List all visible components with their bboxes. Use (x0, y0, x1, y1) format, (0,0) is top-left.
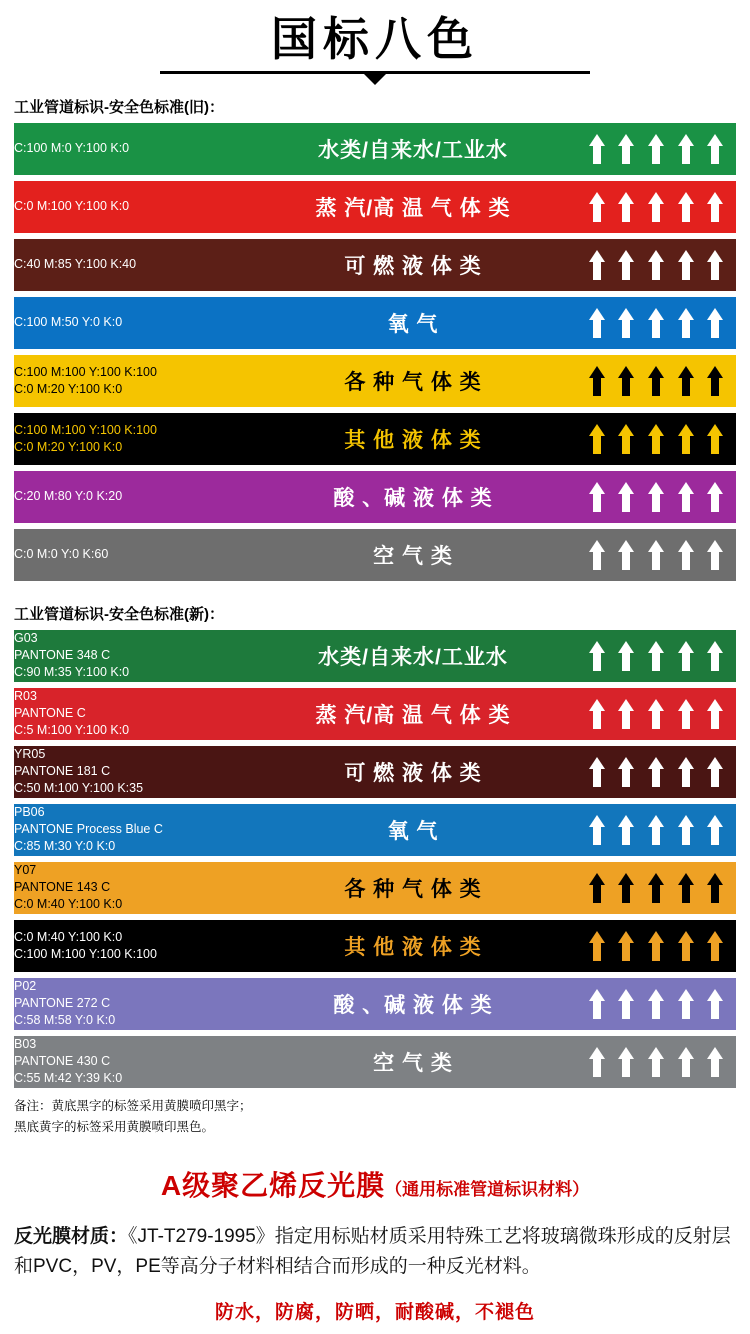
up-arrow-icon (707, 699, 723, 729)
up-arrow-icon (648, 815, 664, 845)
arrow-strip (576, 482, 736, 512)
up-arrow-icon (707, 482, 723, 512)
note-line-2: 黑底黄字的标签采用黄膜喷印黑色。 (14, 1119, 215, 1134)
up-arrow-icon (589, 482, 605, 512)
up-arrow-icon (618, 250, 634, 280)
table-row (14, 688, 736, 740)
color-code-line: PB06 (14, 805, 45, 820)
arrow-strip-cell (576, 239, 736, 291)
pipe-label-cell: 蒸 汽/高 温 气 体 类 (250, 181, 576, 233)
up-arrow-icon (707, 540, 723, 570)
color-code-cell (14, 529, 250, 581)
pipe-label-cell: 其 他 液 体 类 (250, 413, 576, 465)
color-code-line: C:85 M:30 Y:0 K:0 (14, 839, 116, 854)
arrow-strip (576, 1047, 736, 1077)
up-arrow-icon (648, 1047, 664, 1077)
table-row (14, 181, 736, 233)
table-row (14, 920, 736, 972)
color-code-line: P02 (14, 979, 37, 994)
arrow-strip-cell (576, 529, 736, 581)
up-arrow-icon (618, 424, 634, 454)
pipe-label-cell: 酸 、碱 液 体 类 (250, 978, 576, 1030)
up-arrow-icon (618, 366, 634, 396)
up-arrow-icon (707, 873, 723, 903)
color-code-cell (14, 920, 250, 972)
pipe-label-cell: 水类/自来水/工业水 (250, 123, 576, 175)
color-code-line: C:100 M:100 Y:100 K:100 (14, 364, 157, 379)
promo-title: A级聚乙烯反光膜 (160, 1170, 386, 1202)
color-code-line: C:0 M:40 Y:100 K:0 (14, 929, 123, 944)
color-code-line: PANTONE 348 C (14, 648, 111, 663)
pipe-label-cell: 蒸 汽/高 温 气 体 类 (250, 688, 576, 740)
up-arrow-icon (678, 134, 694, 164)
up-arrow-icon (707, 308, 723, 338)
up-arrow-icon (678, 641, 694, 671)
color-code-cell (14, 746, 250, 798)
color-code-cell (14, 181, 250, 233)
color-code-line: C:100 M:100 Y:100 K:100 (14, 422, 157, 437)
color-code-line: C:0 M:100 Y:100 K:0 (14, 199, 130, 214)
color-code-line: R03 (14, 689, 37, 704)
color-code-line: PANTONE 430 C (14, 1054, 111, 1069)
up-arrow-icon (648, 482, 664, 512)
pipe-label-cell: 水类/自来水/工业水 (250, 630, 576, 682)
color-code-cell (14, 978, 250, 1030)
pipe-label-cell: 氧 气 (250, 297, 576, 349)
table-row (14, 804, 736, 856)
title-block (14, 0, 736, 74)
up-arrow-icon (618, 540, 634, 570)
up-arrow-icon (589, 540, 605, 570)
up-arrow-icon (648, 931, 664, 961)
up-arrow-icon (589, 424, 605, 454)
up-arrow-icon (678, 931, 694, 961)
color-code-line: C:20 M:80 Y:0 K:20 (14, 489, 123, 504)
up-arrow-icon (589, 931, 605, 961)
table-row (14, 978, 736, 1030)
up-arrow-icon (678, 366, 694, 396)
arrow-strip (576, 757, 736, 787)
arrow-strip-cell (576, 471, 736, 523)
color-code-line: C:50 M:100 Y:100 K:35 (14, 781, 144, 796)
table-row (14, 297, 736, 349)
arrow-strip-cell (576, 630, 736, 682)
arrow-strip (576, 192, 736, 222)
up-arrow-icon (678, 699, 694, 729)
arrow-strip (576, 134, 736, 164)
up-arrow-icon (648, 540, 664, 570)
up-arrow-icon (648, 757, 664, 787)
up-arrow-icon (678, 192, 694, 222)
color-code-line: C:90 M:35 Y:100 K:0 (14, 665, 130, 680)
color-code-cell (14, 804, 250, 856)
color-code-line: G03 (14, 631, 38, 646)
up-arrow-icon (707, 366, 723, 396)
note-line-1: 备注：黄底黑字的标签采用黄膜喷印黑字； (14, 1098, 252, 1113)
pipe-label-cell: 各 种 气 体 类 (250, 862, 576, 914)
page-title: 国标八色 (271, 13, 479, 65)
up-arrow-icon (589, 308, 605, 338)
up-arrow-icon (648, 250, 664, 280)
arrow-strip-cell (576, 688, 736, 740)
up-arrow-icon (707, 134, 723, 164)
table-row (14, 630, 736, 682)
up-arrow-icon (618, 1047, 634, 1077)
section-heading-new: 工业管道标识-安全色标准(新)： (14, 605, 224, 623)
up-arrow-icon (618, 482, 634, 512)
up-arrow-icon (618, 989, 634, 1019)
up-arrow-icon (589, 250, 605, 280)
up-arrow-icon (707, 931, 723, 961)
up-arrow-icon (618, 134, 634, 164)
up-arrow-icon (589, 366, 605, 396)
table-row (14, 862, 736, 914)
pipe-label-cell: 可 燃 液 体 类 (250, 746, 576, 798)
up-arrow-icon (707, 815, 723, 845)
color-code-cell (14, 239, 250, 291)
arrow-strip (576, 873, 736, 903)
up-arrow-icon (589, 134, 605, 164)
color-code-cell (14, 355, 250, 407)
up-arrow-icon (707, 989, 723, 1019)
color-code-line: PANTONE 181 C (14, 764, 111, 779)
up-arrow-icon (707, 250, 723, 280)
up-arrow-icon (618, 308, 634, 338)
color-code-line: PANTONE 272 C (14, 996, 111, 1011)
color-code-line: B03 (14, 1037, 37, 1052)
color-code-line: C:40 M:85 Y:100 K:40 (14, 257, 137, 272)
up-arrow-icon (678, 815, 694, 845)
color-code-cell (14, 688, 250, 740)
pipe-label-cell: 可 燃 液 体 类 (250, 239, 576, 291)
up-arrow-icon (678, 757, 694, 787)
promo-block (14, 1164, 736, 1324)
up-arrow-icon (678, 424, 694, 454)
up-arrow-icon (589, 641, 605, 671)
up-arrow-icon (648, 134, 664, 164)
promo-paragraph (14, 1222, 736, 1281)
arrow-strip-cell (576, 804, 736, 856)
promo-title-line (14, 1164, 736, 1204)
up-arrow-icon (589, 699, 605, 729)
up-arrow-icon (618, 815, 634, 845)
up-arrow-icon (678, 873, 694, 903)
up-arrow-icon (589, 989, 605, 1019)
color-code-cell (14, 862, 250, 914)
color-code-line: Y07 (14, 863, 37, 878)
arrow-strip (576, 424, 736, 454)
pipe-label-cell: 酸 、碱 液 体 类 (250, 471, 576, 523)
promo-paragraph-label: 反光膜材质： (14, 1226, 129, 1248)
color-code-cell (14, 297, 250, 349)
arrow-strip (576, 989, 736, 1019)
color-code-line: PANTONE Process Blue C (14, 822, 163, 837)
up-arrow-icon (648, 366, 664, 396)
up-arrow-icon (678, 308, 694, 338)
arrow-strip (576, 366, 736, 396)
up-arrow-icon (678, 989, 694, 1019)
pipe-label-cell: 氧 气 (250, 804, 576, 856)
up-arrow-icon (589, 815, 605, 845)
color-code-line: YR05 (14, 747, 46, 762)
up-arrow-icon (618, 641, 634, 671)
color-code-cell (14, 471, 250, 523)
up-arrow-icon (678, 1047, 694, 1077)
arrow-strip (576, 308, 736, 338)
up-arrow-icon (707, 192, 723, 222)
color-code-line: PANTONE 143 C (14, 880, 111, 895)
color-code-line: C:0 M:20 Y:100 K:0 (14, 381, 123, 396)
arrow-strip (576, 540, 736, 570)
up-arrow-icon (589, 192, 605, 222)
color-code-line: C:55 M:42 Y:39 K:0 (14, 1071, 123, 1086)
up-arrow-icon (618, 192, 634, 222)
up-arrow-icon (618, 873, 634, 903)
color-table-old (14, 123, 736, 581)
up-arrow-icon (618, 699, 634, 729)
table-row (14, 471, 736, 523)
up-arrow-icon (648, 699, 664, 729)
table-row (14, 413, 736, 465)
table-row (14, 355, 736, 407)
up-arrow-icon (678, 250, 694, 280)
promo-paragraph-text: 《JT-T279-1995》指定用标贴材质采用特殊工艺将玻璃微珠形成的反射层和PVC，PV，PE等高分子材料相结合而形成的一种反光材料。 (14, 1226, 731, 1277)
up-arrow-icon (707, 757, 723, 787)
up-arrow-icon (648, 989, 664, 1019)
color-code-cell (14, 1036, 250, 1088)
arrow-strip-cell (576, 181, 736, 233)
color-table-new (14, 630, 736, 1088)
table-row (14, 239, 736, 291)
arrow-strip-cell (576, 1036, 736, 1088)
color-code-cell (14, 413, 250, 465)
up-arrow-icon (589, 873, 605, 903)
color-code-cell (14, 123, 250, 175)
title-divider (160, 71, 590, 74)
pipe-label-cell: 空 气 类 (250, 1036, 576, 1088)
arrow-strip (576, 815, 736, 845)
promo-subtitle: （通用标准管道标识材料） (385, 1180, 590, 1200)
up-arrow-icon (589, 1047, 605, 1077)
section-heading-old: 工业管道标识-安全色标准(旧)： (14, 98, 224, 116)
color-code-line: C:0 M:0 Y:0 K:60 (14, 547, 109, 562)
arrow-strip-cell (576, 746, 736, 798)
arrow-strip-cell (576, 297, 736, 349)
up-arrow-icon (707, 424, 723, 454)
table-row (14, 529, 736, 581)
arrow-strip (576, 250, 736, 280)
promo-features: 防水，防腐，防晒，耐酸碱，不褪色 (214, 1301, 535, 1323)
pipe-label-cell: 空 气 类 (250, 529, 576, 581)
color-code-line: C:5 M:100 Y:100 K:0 (14, 723, 130, 738)
up-arrow-icon (707, 641, 723, 671)
up-arrow-icon (589, 757, 605, 787)
color-code-cell (14, 630, 250, 682)
up-arrow-icon (618, 931, 634, 961)
table-row (14, 1036, 736, 1088)
up-arrow-icon (707, 1047, 723, 1077)
color-code-line: C:58 M:58 Y:0 K:0 (14, 1013, 116, 1028)
color-code-line: C:100 M:0 Y:100 K:0 (14, 141, 130, 156)
table-row (14, 123, 736, 175)
arrow-strip (576, 641, 736, 671)
arrow-strip (576, 931, 736, 961)
color-code-line: PANTONE C (14, 706, 86, 721)
up-arrow-icon (648, 192, 664, 222)
up-arrow-icon (678, 482, 694, 512)
arrow-strip-cell (576, 413, 736, 465)
pipe-label-cell: 其 他 液 体 类 (250, 920, 576, 972)
color-code-line: C:0 M:40 Y:100 K:0 (14, 897, 123, 912)
up-arrow-icon (678, 540, 694, 570)
color-code-line: C:100 M:50 Y:0 K:0 (14, 315, 123, 330)
arrow-strip (576, 699, 736, 729)
up-arrow-icon (648, 424, 664, 454)
pipe-label-cell: 各 种 气 体 类 (250, 355, 576, 407)
arrow-strip-cell (576, 978, 736, 1030)
arrow-strip-cell (576, 862, 736, 914)
arrow-strip-cell (576, 355, 736, 407)
up-arrow-icon (648, 641, 664, 671)
arrow-strip-cell (576, 123, 736, 175)
color-code-line: C:100 M:100 Y:100 K:100 (14, 946, 157, 961)
table-row (14, 746, 736, 798)
color-code-line: C:0 M:20 Y:100 K:0 (14, 439, 123, 454)
up-arrow-icon (648, 308, 664, 338)
up-arrow-icon (648, 873, 664, 903)
arrow-strip-cell (576, 920, 736, 972)
up-arrow-icon (618, 757, 634, 787)
note-block (14, 1096, 736, 1139)
